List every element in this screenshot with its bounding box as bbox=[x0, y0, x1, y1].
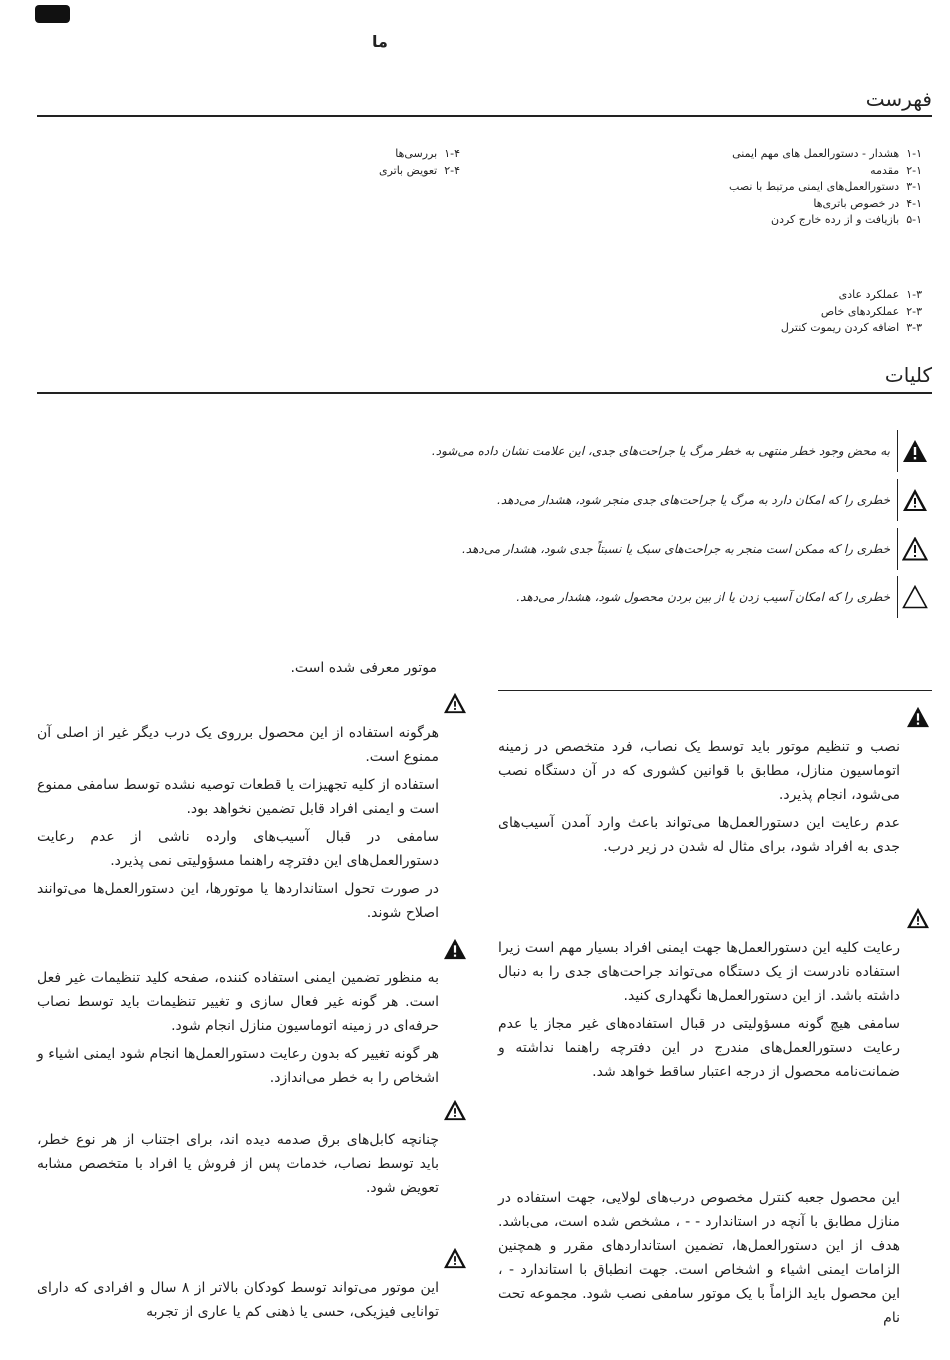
danger-triangle-icon bbox=[443, 938, 467, 960]
toc-item[interactable]: ۲-۴ تعویض باتری bbox=[378, 163, 460, 177]
toc-item[interactable]: ۱-۳ عملکرد عادی bbox=[838, 288, 922, 301]
paragraph: سامفی در قبال آسیب‌های وارده ناشی از عدم رعایت دستورالعمل‌های این دفترچه راهنما مسؤولیتی نمی پذیرد. bbox=[37, 829, 439, 869]
warning-text: خطری را که امکان آسیب زدن یا از بین بردن محصول شود، هشدار می‌دهد. bbox=[516, 590, 890, 604]
warning-row-danger bbox=[400, 430, 930, 472]
danger-triangle-icon bbox=[902, 439, 928, 463]
toc-item[interactable]: ۱-۱ هشدار - دستورالعمل های مهم ایمنی bbox=[732, 147, 922, 160]
paragraph: هرگونه استفاده از این محصول برروی یک درب دیگر غیر از اصلی آن ممنوع است. bbox=[37, 725, 439, 765]
warning-triangle-icon bbox=[906, 907, 930, 929]
toc-title: فهرست bbox=[865, 87, 932, 111]
general-rule bbox=[37, 392, 932, 394]
paragraph: رعایت کلیه این دستورالعمل‌ها جهت ایمنی افراد بسیار مهم است زیرا استفاده نادرست از یک دستگاه می‌تواند جراحت‌های جدی را به دنبال داشته باشد. از این دستورالعمل‌ها نگهداری کنید. bbox=[498, 940, 900, 1004]
warning-divider bbox=[897, 528, 898, 570]
section-separator bbox=[498, 690, 932, 691]
installation-paragraphs bbox=[498, 735, 900, 859]
paragraph: در صورت تحول استانداردها یا موتورها، این دستورالعمل‌ها می‌توانند اصلاح شوند. bbox=[37, 881, 439, 921]
warning-text: خطری را که امکان دارد به مرگ یا جراحت‌های جدی منجر شود، هشدار می‌دهد. bbox=[497, 493, 890, 507]
page-badge bbox=[35, 5, 70, 23]
paragraph: نصب و تنظیم موتور باید توسط یک نصاب، فرد متخصص در زمینه اتوماسیون منازل، مطابق با قوانین کشوری که در آن دستگاه نصب می‌شود، انجام پذیرد. bbox=[498, 739, 900, 803]
warning-divider bbox=[897, 576, 898, 618]
warning-triangle-icon bbox=[902, 488, 928, 512]
paragraph: چنانچه کابل‌های برق صدمه دیده اند، برای اجتناب از هر نوع خطر، باید توسط نصاب، خدمات پس از فروش یا افراد با متخصص مشابه تعویض شود. bbox=[37, 1132, 439, 1196]
paragraph: هر گونه تغییر که بدون رعایت دستورالعمل‌ها انجام شود ایمنی اشیاء و اشخاص را به خطر می‌اندازد. bbox=[37, 1046, 439, 1086]
warning-triangle-icon bbox=[443, 1247, 467, 1269]
warning-row-caution bbox=[400, 528, 930, 570]
warning-triangle-icon bbox=[443, 1099, 467, 1121]
warning-row-warning bbox=[400, 479, 930, 521]
paragraph: عدم رعایت این دستورالعمل‌ها می‌تواند باعث وارد آمدن آسیب‌های جدی به افراد شود، برای مثال له شدن در زیر درب. bbox=[498, 815, 900, 855]
paragraph: سامفی هیچ گونه مسؤولیتی در قبال استفاده‌های غیر مجاز یا عدم رعایت دستورالعمل‌های مندرج در این دفترچه راهنما نداشته و ضمانت‌نامه محصول از درجه اعتبار ساقط خواهد شد. bbox=[498, 1016, 900, 1080]
intro-paragraph bbox=[498, 1186, 900, 1330]
settings-paragraphs bbox=[37, 966, 439, 1090]
safety-paragraphs bbox=[498, 936, 900, 1084]
warning-triangle-icon bbox=[443, 692, 467, 714]
toc-item[interactable]: ۳-۳ اضافه کردن ریموت کنترل bbox=[780, 321, 922, 334]
caution-triangle-icon bbox=[902, 537, 928, 561]
warning-divider bbox=[897, 430, 898, 472]
warning-row-notice bbox=[400, 576, 930, 618]
paragraph: به منظور تضمین ایمنی استفاده کننده، صفحه کلید تنظیمات غیر فعل است. هر گونه غیر فعال سازی و تغییر تنظیمات باید توسط نصاب حرفه‌ای در زمینه اتوماسیون منازل انجام شود. bbox=[37, 970, 439, 1034]
toc-item[interactable]: ۲-۳ عملکردهای خاص bbox=[820, 304, 922, 318]
toc-item[interactable]: ۲-۱ مقدمه bbox=[870, 163, 922, 177]
toc-rule bbox=[37, 115, 932, 117]
toc-item[interactable]: ۱-۴ بررسی‌ها bbox=[395, 147, 460, 160]
paragraph: این موتور می‌تواند توسط کودکان بالاتر از ۸ سال و افرادی که دارای توانایی فیزیکی، حسی یا ذهنی کم یا عاری از تجربه bbox=[37, 1280, 439, 1320]
toc-item[interactable]: ۳-۱ دستورالعمل‌های ایمنی مرتبط با نصب bbox=[729, 180, 922, 193]
cable-paragraph bbox=[37, 1128, 439, 1200]
toc-item[interactable]: ۵-۱ بازیافت و از رده خارج کردن bbox=[771, 213, 922, 226]
warning-divider bbox=[897, 479, 898, 521]
paragraph: موتور معرفی شده است. bbox=[290, 660, 437, 676]
usage-paragraphs bbox=[37, 721, 439, 925]
toc-list-left bbox=[379, 146, 460, 179]
brand-logo: ما bbox=[372, 32, 388, 51]
general-title: کلیات bbox=[884, 363, 932, 387]
toc-list-right-2 bbox=[781, 287, 922, 337]
toc-list-right bbox=[729, 146, 922, 229]
warning-text: به محض وجود خطر منتهی به خطر مرگ یا جراحت‌های جدی، این علامت نشان داده می‌شود. bbox=[431, 444, 890, 458]
warning-text: خطری را که ممکن است منجر به جراحت‌های سبک یا نسبتاً جدی شود، هشدار می‌دهد. bbox=[461, 542, 890, 556]
paragraph: استفاده از کلیه تجهیزات یا قطعات توصیه نشده توسط سامفی ممنوع است و ایمنی افراد قابل تضمین نخواهد بود. bbox=[37, 777, 439, 817]
paragraph: این محصول جعبه کنترل مخصوص درب‌های لولایی، جهت استفاده در منازل مطابق با آنچه در استاندارد - - ، مشخص شده است، می‌باشد. هدف از این دستورالعمل‌ها، تضمین استانداردهای مقرر و همچنین الزامات ایمنی اشیاء و اشخاص است. جهت انطباق با استاندارد - ، این محصول باید الزاماً با یک موتور سامفی نصب شود. مجموعه تحت نام bbox=[498, 1190, 900, 1326]
toc-item[interactable]: ۴-۱ در خصوص باتری‌ها bbox=[813, 196, 922, 210]
notice-triangle-icon bbox=[902, 585, 928, 609]
danger-triangle-icon bbox=[906, 706, 930, 728]
children-paragraph bbox=[37, 1276, 439, 1324]
